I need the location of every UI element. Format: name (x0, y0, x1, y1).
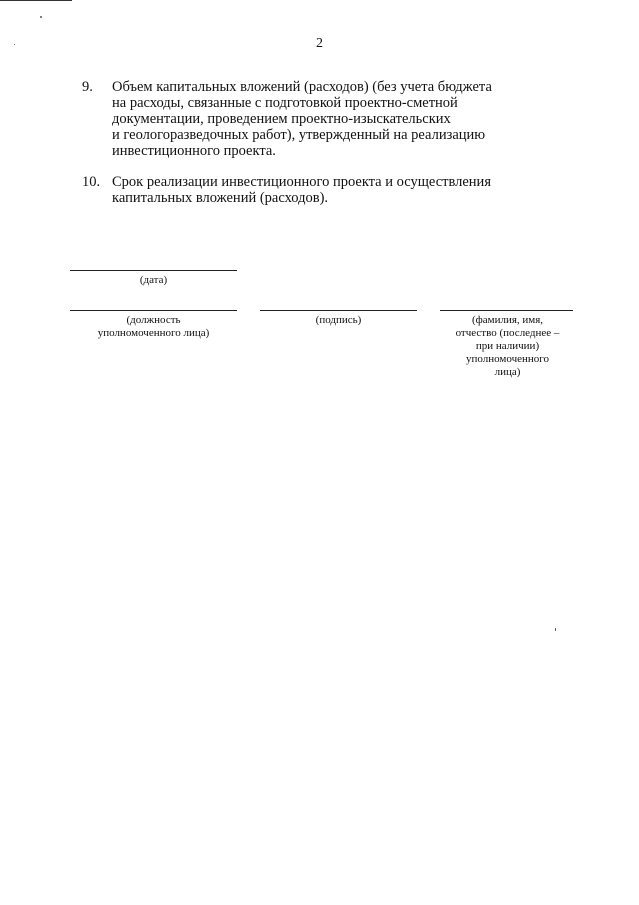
name-caption: (фамилия, имя, отчество (последнее – при наличии) уполномоченного лица) (455, 314, 560, 378)
name-line (440, 310, 573, 311)
scan-speck (555, 628, 556, 631)
signature-caption: (подпись) (315, 314, 362, 326)
item-text: Объем капитальных вложений (расходов) (без учета бюджета на расходы, связанные с подготовкой проектно-сметной документации, проведением проектно-изыскательских и геологоразведочных работ), утвержденный на реализацию инвестиционного проекта. (112, 79, 492, 159)
position-line (70, 310, 237, 311)
item-text: Срок реализации инвестиционного проекта и осуществления капитальных вложений (расходов). (112, 174, 491, 206)
item-number: 9. (82, 79, 93, 95)
list-item (82, 79, 542, 159)
date-caption: (дата) (139, 274, 168, 286)
page-number: 2 (316, 36, 323, 51)
list-item (82, 174, 542, 206)
signature-line (260, 310, 417, 311)
scan-speck (40, 16, 42, 18)
date-line (70, 270, 237, 271)
position-caption: (должность уполномоченного лица) (97, 314, 210, 339)
item-number: 10. (82, 174, 101, 190)
scan-edge-mark (0, 0, 72, 1)
